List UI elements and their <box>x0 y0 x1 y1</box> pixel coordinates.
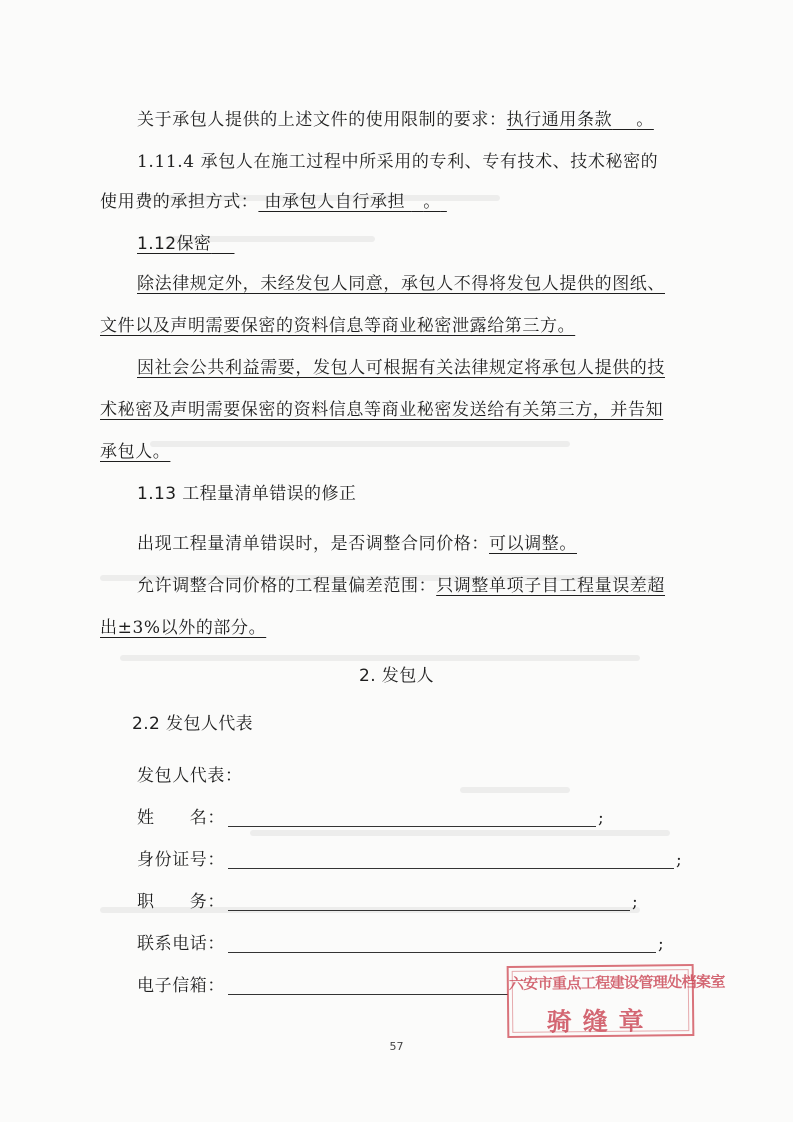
paragraph-deviation-range-line1: 允许调整合同价格的工程量偏差范围：只调整单项子目工程量误差超 <box>137 576 666 596</box>
underlined-value: 由承包人自行承担 。 <box>258 192 441 212</box>
section-heading-1-12: 1.12保密 <box>137 234 212 254</box>
text: 关于承包人提供的上述文件的使用限制的要求： <box>137 110 507 130</box>
bleed-through-mark <box>150 441 570 447</box>
page-number: 57 <box>389 1040 404 1053</box>
id-number-label: 身份证号： <box>137 850 225 870</box>
id-number-field-end: ; <box>676 850 682 870</box>
underlined-value: 只调整单项子目工程量误差超 <box>436 576 666 596</box>
chapter-heading-2: 2. 发包人 <box>358 666 435 686</box>
phone-field-end: ; <box>658 934 664 954</box>
paragraph-employer-representative: 发包人代表： <box>137 766 243 786</box>
bleed-through-mark <box>250 830 670 836</box>
name-field-line[interactable] <box>228 826 596 827</box>
job-title-field-end: ; <box>632 892 638 912</box>
section-heading-1-13: 1.13 工程量清单错误的修正 <box>137 484 357 504</box>
paragraph-public-interest-line2: 术秘密及声明需要保密的资料信息等商业秘密发送给有关第三方，并告知 <box>100 400 664 420</box>
email-label: 电子信箱： <box>137 976 225 996</box>
paragraph-confidentiality-line2: 文件以及声明需要保密的资料信息等商业秘密泄露给第三方。 <box>100 316 576 336</box>
seam-seal-stamp <box>507 964 725 1038</box>
paragraph-file-usage-limit <box>137 108 654 132</box>
underlined-value: 可以调整。 <box>489 534 577 554</box>
section-heading-2-2: 2.2 发包人代表 <box>132 714 254 734</box>
paragraph-public-interest-line3: 承包人。 <box>100 442 171 462</box>
name-label: 姓 名： <box>137 808 225 828</box>
email-field-line[interactable] <box>228 994 508 995</box>
bleed-through-mark <box>120 655 640 661</box>
paragraph-1-11-4-line2: 使用费的承担方式： 由承包人自行承担 。 <box>100 190 447 214</box>
seal-organization-text: 六安市重点工程建设管理处档案室 <box>508 972 725 993</box>
name-field-end: ; <box>598 808 604 828</box>
seal-title-text: 骑缝章 <box>546 1006 655 1037</box>
paragraph-public-interest-line1: 因社会公共利益需要，发包人可根据有关法律规定将承包人提供的技 <box>137 358 665 378</box>
underlined-value: 执行通用条款 。 <box>506 110 654 130</box>
job-title-label: 职 务： <box>137 892 225 912</box>
bleed-through-mark <box>460 787 570 793</box>
job-title-field-line[interactable] <box>228 910 630 911</box>
paragraph-1-11-4-line1: 1.11.4 承包人在施工过程中所采用的专利、专有技术、技术秘密的 <box>137 152 659 172</box>
phone-field-line[interactable] <box>228 952 656 953</box>
phone-label: 联系电话： <box>137 934 225 954</box>
paragraph-deviation-range-line2: 出±3%以外的部分。 <box>100 618 267 638</box>
id-number-field-line[interactable] <box>228 868 674 869</box>
paragraph-confidentiality-line1: 除法律规定外，未经发包人同意，承包人不得将发包人提供的图纸、 <box>137 274 665 294</box>
paragraph-price-adjustment: 出现工程量清单错误时，是否调整合同价格：可以调整。 <box>137 534 577 554</box>
